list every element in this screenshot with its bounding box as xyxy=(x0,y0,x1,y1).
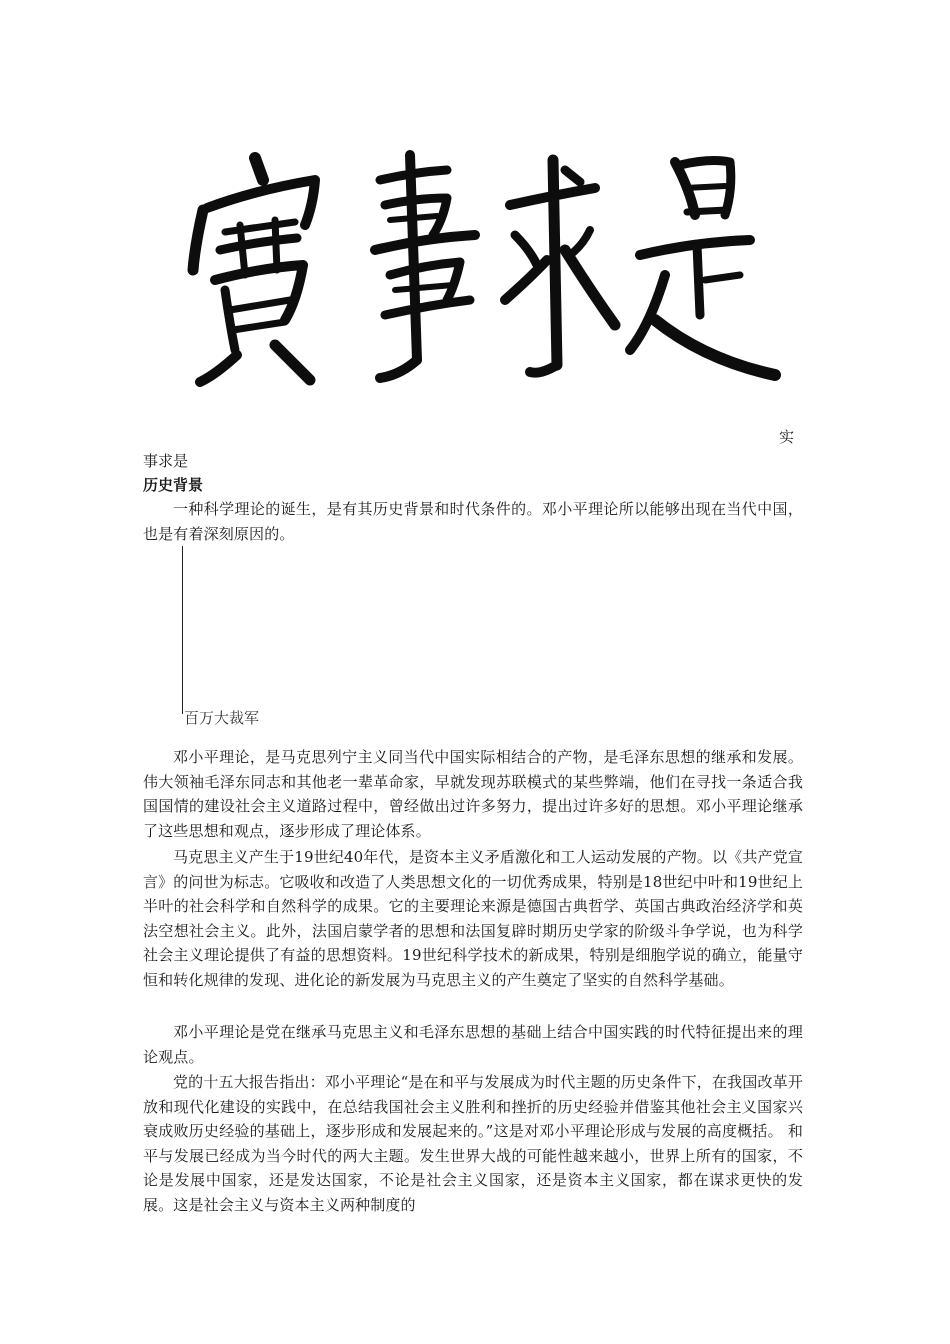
image-caption-head: 事求是 xyxy=(143,452,189,470)
figure-caption: 百万大裁军 xyxy=(184,709,260,727)
calligraphy-char-1 xyxy=(193,158,315,382)
figure-placeholder-line xyxy=(182,546,183,714)
paragraph-intro: 一种科学理论的诞生，是有其历史背景和时代条件的。邓小平理论所以能够出现在当代中国，也是有着深刻原因的。 xyxy=(143,500,803,543)
paragraph-3: 马克思主义产生于19世纪40年代，是资本主义矛盾激化和工人运动发展的产物。以《共产党宣言》的问世为标志。它吸收和改造了人类思想文化的一切优秀成果，特别是18世纪中叶和19世纪上半叶的社会科学和自然科学的成果。它的主要理论来源是德国古典哲学、英国古典政治经济学和英法空想社会主义。此外，法国启蒙学者的思想和法国复辟时期历史学家的阶级斗争学说，也为科学社会主义理论提供了有益的思想资料。19世纪科学技术的新成果，特别是细胞学说的确立，能量守恒和转化规律的发现、进化论的新发展为马克思主义的产生奠定了坚实的自然科学基础。 xyxy=(143,848,803,989)
calligraphy-char-4 xyxy=(630,161,775,375)
calligraphy-char-3 xyxy=(505,160,615,373)
calligraphy-title-image xyxy=(185,150,785,395)
calligraphy-artwork xyxy=(185,150,785,395)
paragraph-5: 党的十五大报告指出：邓小平理论“是在和平与发展成为时代主题的历史条件下，在我国改革开放和现代化建设的实践中，在总结我国社会主义胜利和挫折的历史经验并借鉴其他社会主义国家兴衰成败历史经验的基础上，逐步形成和发展起来的。”这是对邓小平理论形成与发展的高度概括。 和平与发展已经成为当今时代的两大主题。发生世界大战的可能性越来越小，世界上所有的国家，不论是发展中国家，还是发达国家，不论是社会主义国家，还是资本主义国家，都在谋求更快的发展。这是社会主义与资本主义两种制度的 xyxy=(143,1073,803,1214)
image-caption-tail: 实 xyxy=(779,428,795,446)
paragraph-4: 邓小平理论是党在继承马克思主义和毛泽东思想的基础上结合中国实践的时代特征提出来的理论观点。 xyxy=(143,1023,803,1066)
section-heading: 历史背景 xyxy=(143,476,204,494)
paragraph-2: 邓小平理论，是马克思列宁主义同当代中国实际相结合的产物，是毛泽东思想的继承和发展。伟大领袖毛泽东同志和其他老一辈革命家，早就发现苏联模式的某些弊端，他们在寻找一条适合我国国情的建设社会主义道路过程中，曾经做出过许多努力，提出过许多好的思想。邓小平理论继承了这些思想和观点，逐步形成了理论体系。 xyxy=(143,748,803,840)
calligraphy-char-2 xyxy=(375,155,475,378)
